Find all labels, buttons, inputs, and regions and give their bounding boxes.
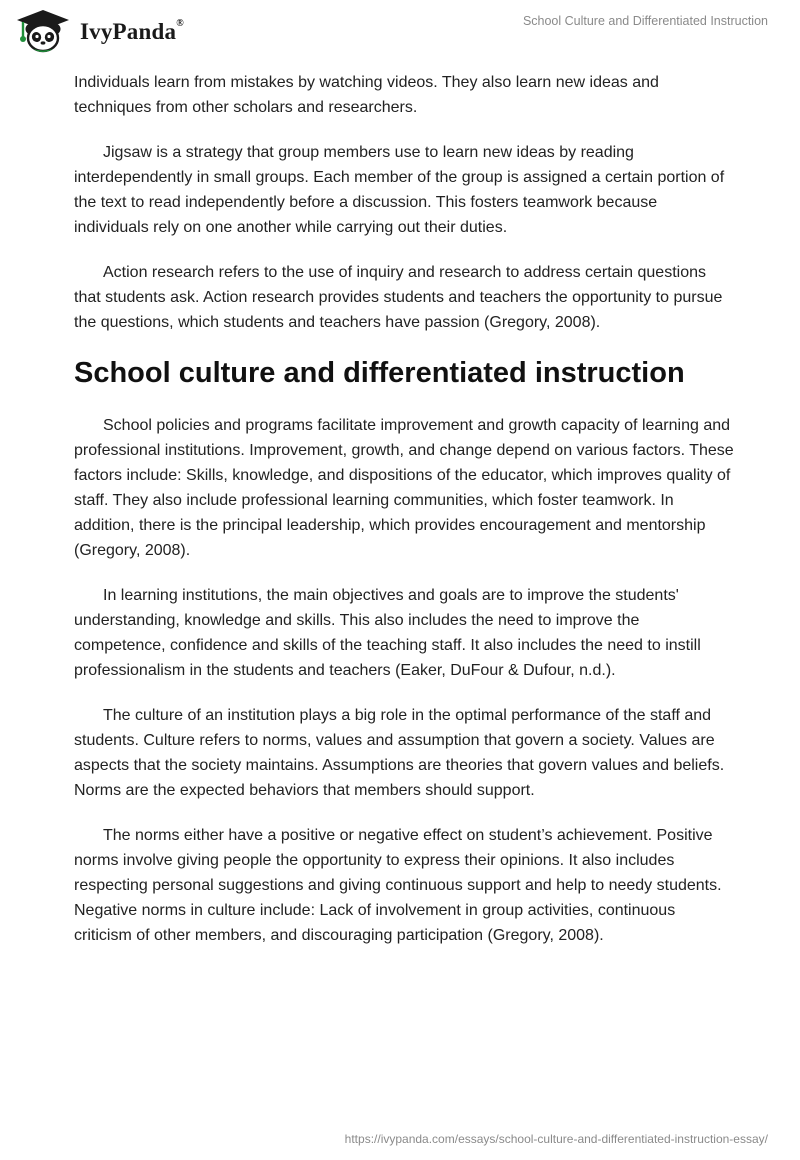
essay-content xyxy=(74,70,734,968)
registered-mark: ® xyxy=(176,18,184,30)
paragraph-institution-culture: The culture of an institution plays a big role in the optimal performance of the staff and students. Culture refers to norms, values and assumption that govern a society. Values are aspects that the society maintains. Assumptions are theories that govern values and beliefs. Norms are the expected behaviors that members should support. xyxy=(74,707,725,799)
page-header xyxy=(0,0,800,60)
paragraph-norms: The norms either have a positive or negative effect on student’s achievement. Positive norms involve giving people the opportunity to express their opinions. It also includes respecting personal suggestions and giving continuous support and help to needy students. Negative norms in culture include: Lack of involvement in group activities, continuous criticism of other members, and discouraging participation (Gregory, 2008). xyxy=(74,827,722,944)
document-title: School Culture and Differentiated Instruction xyxy=(522,14,768,28)
paragraph-jigsaw: Jigsaw is a strategy that group members use to learn new ideas by reading interdependently in small groups. Each member of the group is assigned a certain portion of the text to read independently before a discussion. This fosters teamwork because individuals rely on one another while carrying out their duties. xyxy=(74,144,725,236)
brand-name: IvyPanda® xyxy=(80,18,184,44)
section-heading: School culture and differentiated instruction xyxy=(74,357,685,389)
source-url[interactable]: https://ivypanda.com/essays/school-culture-and-differentiated-instruction-essay/ xyxy=(344,1132,768,1146)
paragraph-action-research: Action research refers to the use of inquiry and research to address certain questions that students ask. Action research provides students and teachers the opportunity to pursue the questions, which students and teachers have passion (Gregory, 2008). xyxy=(74,264,723,331)
intro-paragraph: Individuals learn from mistakes by watching videos. They also learn new ideas and techniques from other scholars and researchers. xyxy=(74,74,659,116)
panda-graduate-icon xyxy=(14,9,72,53)
paragraph-learning-institutions: In learning institutions, the main objectives and goals are to improve the students' understanding, knowledge and skills. This also includes the need to improve the competence, confidence and skills of the teaching staff. It also includes the need to instill professionalism in the students and teachers (Eaker, DuFour & Dufour, n.d.). xyxy=(74,587,701,679)
ivypanda-logo[interactable] xyxy=(14,9,184,53)
paragraph-school-policies: School policies and programs facilitate improvement and growth capacity of learning and professional institutions. Improvement, growth, and change depend on various factors. These factors include: Skills, knowledge, and dispositions of the educator, which improves quality of staff. They also include professional learning communities, which foster teamwork. In addition, there is the principal leadership, which provides encouragement and mentorship (Gregory, 2008). xyxy=(74,417,734,559)
